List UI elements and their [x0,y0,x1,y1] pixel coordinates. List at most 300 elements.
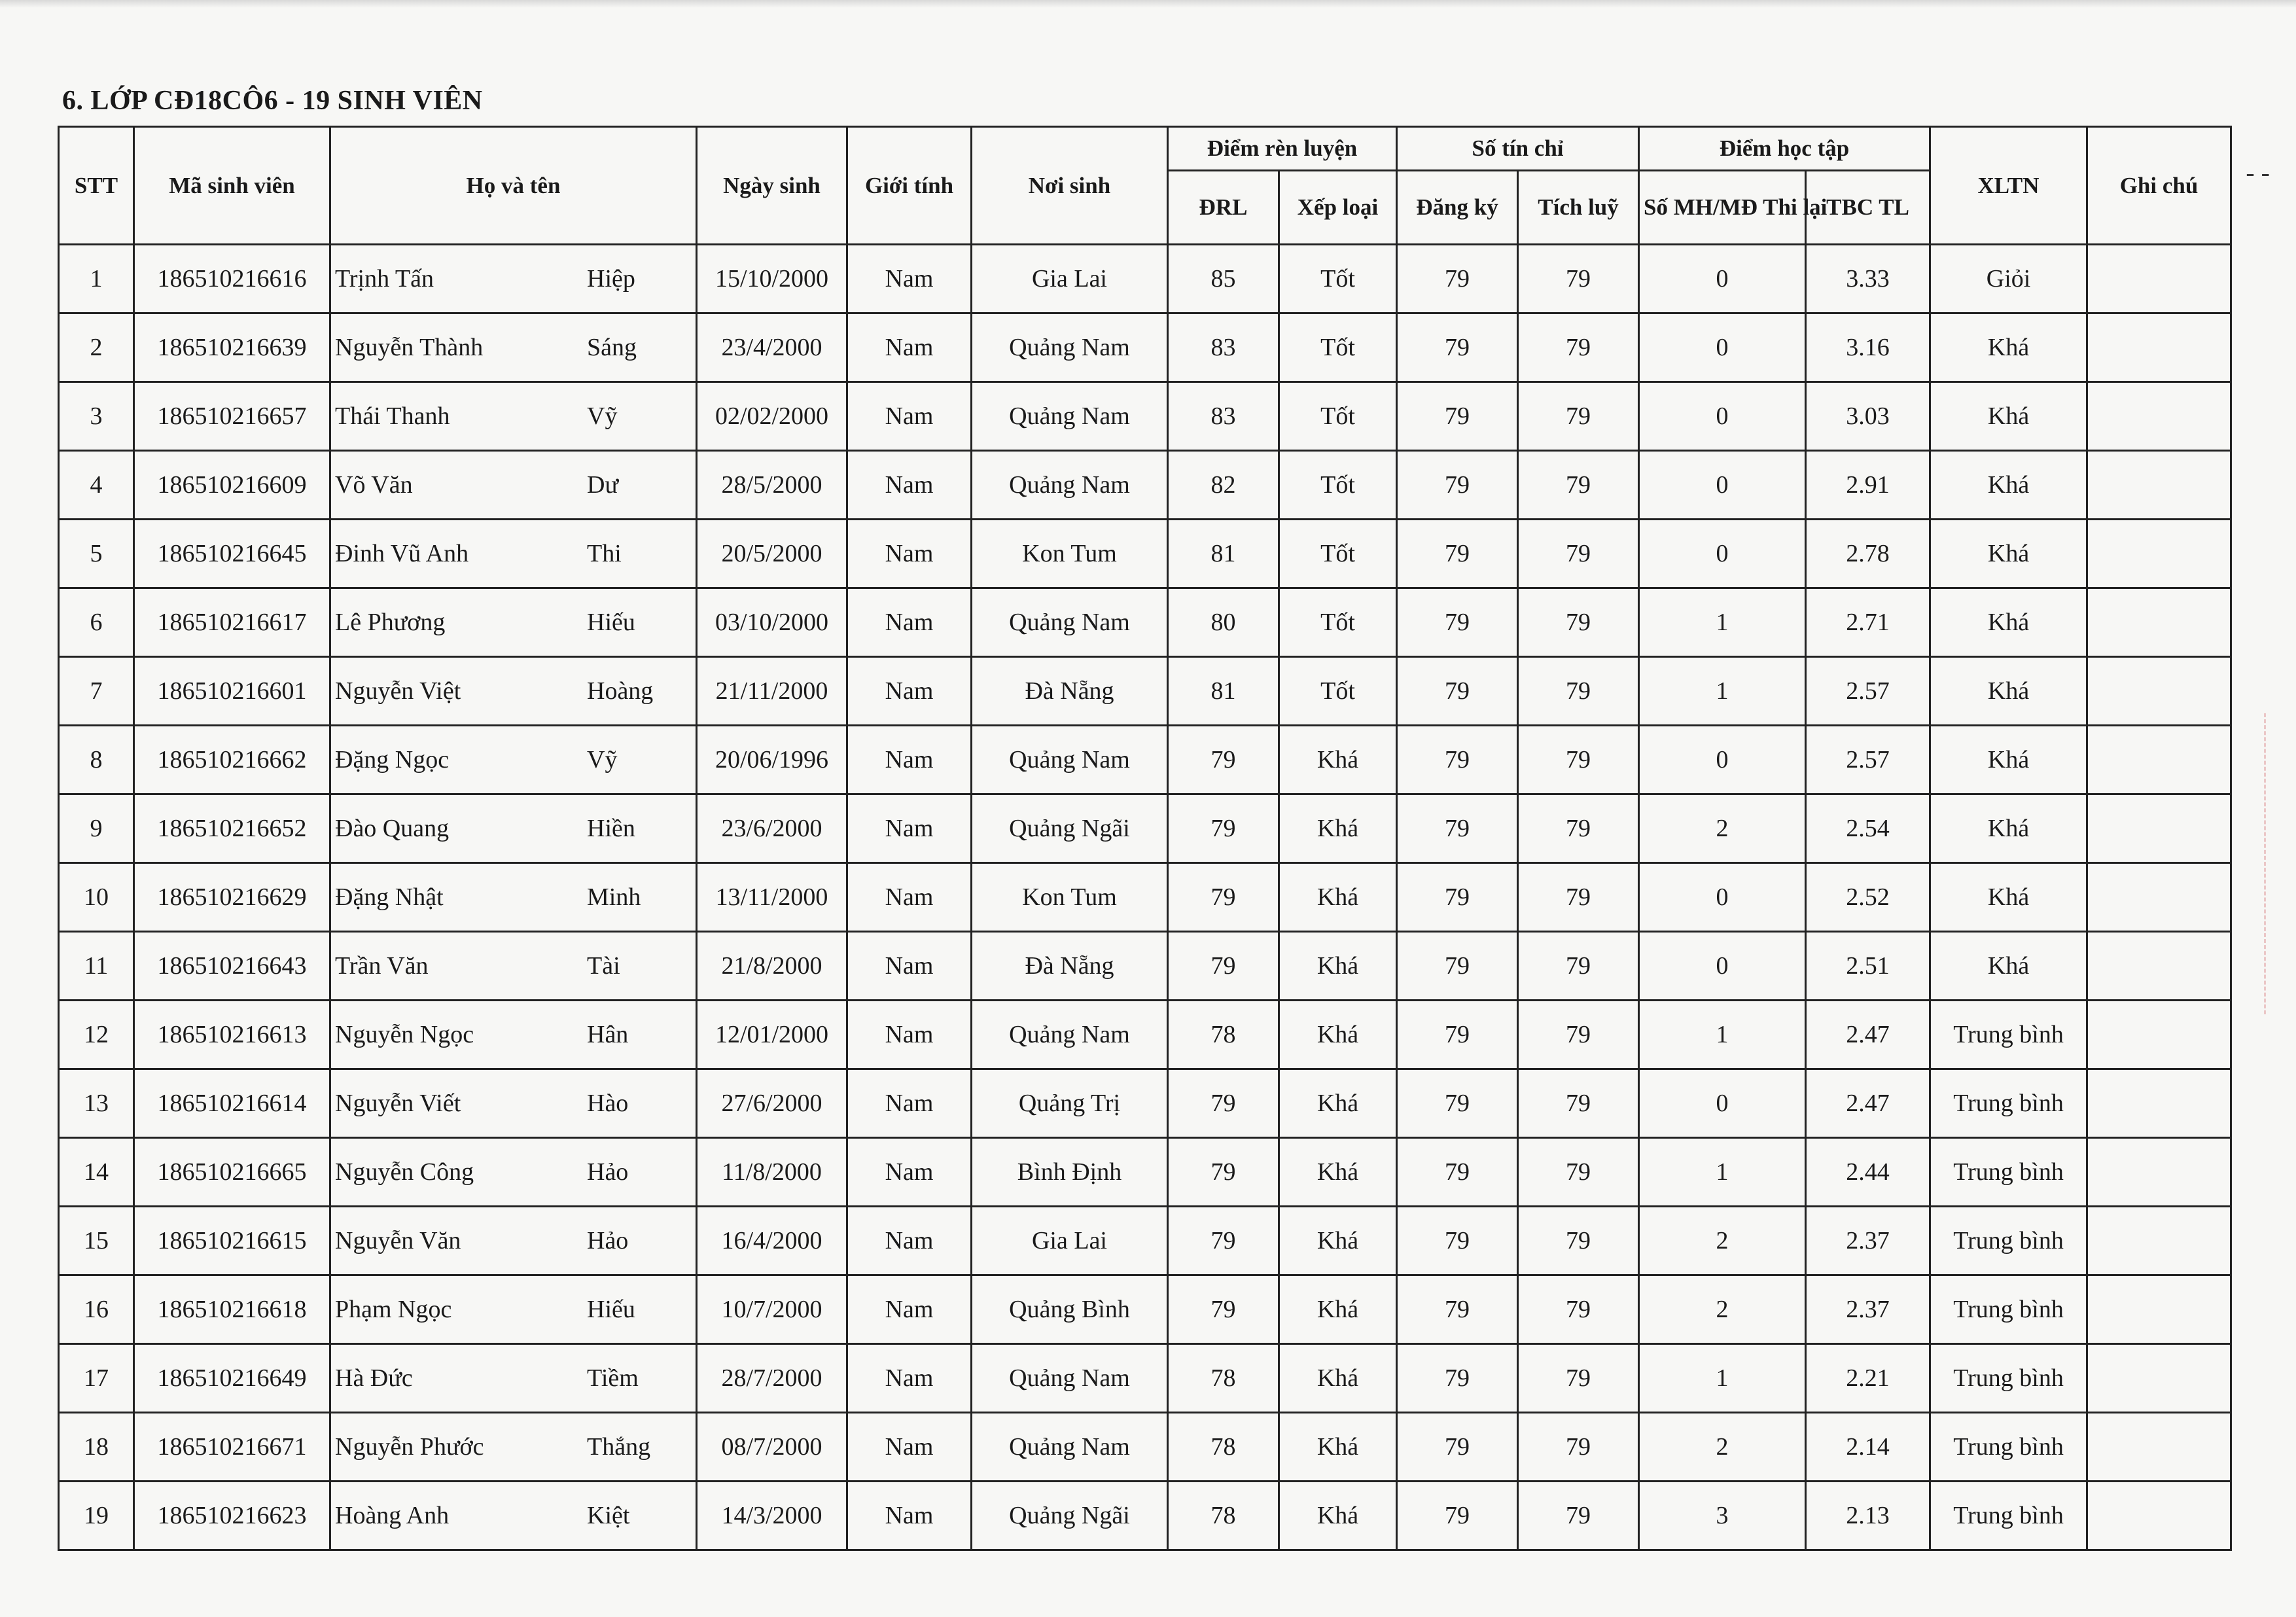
cell-id: 186510216601 [134,657,330,726]
cell-surname: Đặng Nhật [335,883,444,911]
cell-xltn: Khá [1930,726,2087,794]
cell-given-name: Thi [587,540,622,567]
cell-dob: 14/3/2000 [697,1482,847,1550]
cell-rank: Khá [1279,863,1397,932]
cell-id: 186510216617 [134,588,330,657]
cell-stt: 17 [59,1344,134,1413]
cell-gender: Nam [847,1413,972,1482]
cell-full-name [330,1275,697,1344]
cell-retake: 2 [1639,794,1806,863]
cell-acc: 79 [1518,382,1639,451]
cell-retake: 0 [1639,382,1806,451]
cell-id: 186510216615 [134,1207,330,1275]
cell-retake: 0 [1639,245,1806,313]
cell-place: Quảng Ngãi [972,1482,1168,1550]
cell-given-name: Hảo [587,1158,629,1186]
cell-stt: 18 [59,1413,134,1482]
cell-acc: 79 [1518,657,1639,726]
cell-rank: Tốt [1279,657,1397,726]
cell-stt: 5 [59,520,134,588]
cell-full-name [330,1069,697,1138]
cell-drl: 78 [1168,1413,1279,1482]
cell-given-name: Vỹ [587,402,618,430]
cell-acc: 79 [1518,245,1639,313]
cell-rank: Tốt [1279,313,1397,382]
cell-surname: Đào Quang [335,815,450,842]
cell-rank: Tốt [1279,245,1397,313]
cell-retake: 1 [1639,1001,1806,1069]
cell-surname: Đinh Vũ Anh [335,540,469,567]
cell-place: Quảng Nam [972,451,1168,520]
cell-id: 186510216665 [134,1138,330,1207]
cell-note [2087,1344,2231,1413]
cell-drl: 81 [1168,520,1279,588]
cell-full-name [330,1001,697,1069]
cell-note [2087,520,2231,588]
cell-note [2087,1138,2231,1207]
cell-reg: 79 [1397,1344,1518,1413]
table-row [59,1344,2231,1413]
cell-place: Gia Lai [972,245,1168,313]
cell-place: Kon Tum [972,520,1168,588]
cell-gpa: 2.57 [1806,657,1930,726]
header-dob: Ngày sinh [697,127,847,245]
cell-gpa: 2.54 [1806,794,1930,863]
cell-given-name: Hào [587,1090,629,1117]
cell-note [2087,932,2231,1001]
cell-xltn: Trung bình [1930,1344,2087,1413]
cell-xltn: Khá [1930,313,2087,382]
table-row [59,863,2231,932]
cell-surname: Nguyễn Phước [335,1433,484,1461]
cell-place: Quảng Nam [972,588,1168,657]
cell-stt: 13 [59,1069,134,1138]
cell-id: 186510216671 [134,1413,330,1482]
cell-reg: 79 [1397,588,1518,657]
cell-gpa: 2.44 [1806,1138,1930,1207]
cell-acc: 79 [1518,932,1639,1001]
cell-id: 186510216629 [134,863,330,932]
cell-gpa: 2.71 [1806,588,1930,657]
cell-drl: 78 [1168,1001,1279,1069]
cell-full-name [330,245,697,313]
cell-dob: 12/01/2000 [697,1001,847,1069]
cell-retake: 0 [1639,863,1806,932]
cell-reg: 79 [1397,1069,1518,1138]
cell-dob: 28/5/2000 [697,451,847,520]
cell-place: Quảng Bình [972,1275,1168,1344]
cell-reg: 79 [1397,520,1518,588]
cell-gpa: 2.37 [1806,1275,1930,1344]
cell-surname: Trần Văn [335,952,429,980]
cell-dob: 08/7/2000 [697,1413,847,1482]
cell-retake: 0 [1639,932,1806,1001]
cell-acc: 79 [1518,1207,1639,1275]
header-conduct-score: ĐRL [1168,171,1279,245]
cell-drl: 80 [1168,588,1279,657]
cell-surname: Hà Đức [335,1364,413,1392]
cell-rank: Tốt [1279,520,1397,588]
cell-xltn: Trung bình [1930,1413,2087,1482]
cell-gpa: 2.47 [1806,1001,1930,1069]
cell-acc: 79 [1518,1069,1639,1138]
cell-note [2087,451,2231,520]
cell-acc: 79 [1518,1138,1639,1207]
cell-surname: Thái Thanh [335,402,450,430]
cell-place: Đà Nẵng [972,932,1168,1001]
cell-xltn: Khá [1930,588,2087,657]
cell-reg: 79 [1397,794,1518,863]
header-credits-accumulated: Tích luỹ [1518,171,1639,245]
cell-gpa: 2.51 [1806,932,1930,1001]
table-row [59,1069,2231,1138]
cell-reg: 79 [1397,382,1518,451]
cell-rank: Tốt [1279,588,1397,657]
table-row [59,313,2231,382]
header-student-id: Mã sinh viên [134,127,330,245]
cell-gpa: 2.91 [1806,451,1930,520]
cell-xltn: Khá [1930,794,2087,863]
cell-acc: 79 [1518,588,1639,657]
header-credits-registered: Đăng ký [1397,171,1518,245]
cell-dob: 11/8/2000 [697,1138,847,1207]
cell-reg: 79 [1397,245,1518,313]
cell-dob: 03/10/2000 [697,588,847,657]
header-study-group: Điểm học tập [1639,127,1930,171]
cell-surname: Nguyễn Viết [335,1090,461,1117]
cell-surname: Nguyễn Ngọc [335,1021,474,1048]
cell-reg: 79 [1397,313,1518,382]
cell-reg: 79 [1397,451,1518,520]
cell-place: Gia Lai [972,1207,1168,1275]
cell-surname: Phạm Ngọc [335,1296,452,1323]
cell-note [2087,1413,2231,1482]
cell-xltn: Trung bình [1930,1482,2087,1550]
cell-drl: 79 [1168,726,1279,794]
cell-gender: Nam [847,1207,972,1275]
cell-stt: 6 [59,588,134,657]
cell-gender: Nam [847,1069,972,1138]
cell-gpa: 2.37 [1806,1207,1930,1275]
cell-retake: 0 [1639,726,1806,794]
cell-gender: Nam [847,863,972,932]
cell-retake: 2 [1639,1275,1806,1344]
cell-stt: 12 [59,1001,134,1069]
cell-given-name: Vỹ [587,746,618,773]
cell-dob: 23/4/2000 [697,313,847,382]
cell-place: Quảng Nam [972,726,1168,794]
cell-drl: 79 [1168,1275,1279,1344]
cell-reg: 79 [1397,1482,1518,1550]
cell-dob: 20/5/2000 [697,520,847,588]
cell-drl: 79 [1168,794,1279,863]
page-title: 6. LỚP CĐ18CÔ6 - 19 SINH VIÊN [62,86,483,116]
cell-note [2087,726,2231,794]
cell-acc: 79 [1518,1275,1639,1344]
cell-full-name [330,1413,697,1482]
cell-gpa: 2.57 [1806,726,1930,794]
cell-place: Đà Nẵng [972,657,1168,726]
cell-retake: 3 [1639,1482,1806,1550]
cell-dob: 21/11/2000 [697,657,847,726]
table-row [59,451,2231,520]
cell-drl: 83 [1168,382,1279,451]
cell-drl: 79 [1168,932,1279,1001]
cell-id: 186510216639 [134,313,330,382]
cell-retake: 1 [1639,1344,1806,1413]
cell-stt: 19 [59,1482,134,1550]
cell-gpa: 2.52 [1806,863,1930,932]
cell-retake: 2 [1639,1413,1806,1482]
cell-note [2087,794,2231,863]
cell-given-name: Hiếu [587,1296,635,1323]
cell-stt: 10 [59,863,134,932]
cell-given-name: Hân [587,1021,629,1048]
header-birthplace: Nơi sinh [972,127,1168,245]
cell-gender: Nam [847,657,972,726]
cell-place: Bình Định [972,1138,1168,1207]
cell-dob: 10/7/2000 [697,1275,847,1344]
cell-full-name [330,588,697,657]
cell-xltn: Khá [1930,657,2087,726]
header-stt: STT [59,127,134,245]
cell-dob: 20/06/1996 [697,726,847,794]
cell-full-name [330,863,697,932]
cell-acc: 79 [1518,1482,1639,1550]
cell-given-name: Tài [587,952,620,980]
cell-note [2087,382,2231,451]
cell-gender: Nam [847,588,972,657]
cell-surname: Nguyễn Công [335,1158,474,1186]
cell-dob: 02/02/2000 [697,382,847,451]
cell-place: Quảng Nam [972,313,1168,382]
cell-xltn: Khá [1930,863,2087,932]
cell-acc: 79 [1518,1001,1639,1069]
cell-full-name [330,932,697,1001]
cell-drl: 79 [1168,1138,1279,1207]
cell-surname: Lê Phương [335,609,446,636]
table-row [59,1275,2231,1344]
margin-dash: - - [2246,158,2270,187]
cell-retake: 0 [1639,520,1806,588]
header-conduct-group: Điểm rèn luyện [1168,127,1397,171]
cell-id: 186510216649 [134,1344,330,1413]
cell-xltn: Trung bình [1930,1069,2087,1138]
table-row [59,1001,2231,1069]
cell-id: 186510216662 [134,726,330,794]
cell-rank: Khá [1279,1207,1397,1275]
table-row [59,520,2231,588]
cell-gpa: 2.14 [1806,1413,1930,1482]
header-gpa: TBC TL [1806,171,1930,245]
cell-given-name: Kiệt [587,1502,630,1529]
cell-rank: Khá [1279,932,1397,1001]
cell-gender: Nam [847,245,972,313]
cell-given-name: Hảo [587,1227,629,1254]
cell-full-name [330,451,697,520]
cell-rank: Khá [1279,1138,1397,1207]
cell-stt: 8 [59,726,134,794]
table-row [59,1482,2231,1550]
cell-gender: Nam [847,1138,972,1207]
cell-id: 186510216623 [134,1482,330,1550]
cell-surname: Hoàng Anh [335,1502,450,1529]
cell-acc: 79 [1518,726,1639,794]
student-rows [59,245,2231,1550]
cell-surname: Trịnh Tấn [335,265,434,293]
cell-surname: Nguyễn Việt [335,677,461,705]
cell-dob: 23/6/2000 [697,794,847,863]
cell-full-name [330,1344,697,1413]
cell-rank: Tốt [1279,451,1397,520]
cell-id: 186510216613 [134,1001,330,1069]
cell-reg: 79 [1397,657,1518,726]
cell-retake: 0 [1639,451,1806,520]
cell-full-name [330,657,697,726]
table-row [59,245,2231,313]
cell-stt: 11 [59,932,134,1001]
cell-acc: 79 [1518,794,1639,863]
cell-rank: Khá [1279,1413,1397,1482]
cell-note [2087,657,2231,726]
cell-drl: 82 [1168,451,1279,520]
cell-gender: Nam [847,1275,972,1344]
cell-drl: 85 [1168,245,1279,313]
scan-edge [0,0,2296,8]
cell-reg: 79 [1397,932,1518,1001]
cell-rank: Khá [1279,726,1397,794]
cell-place: Quảng Nam [972,1001,1168,1069]
cell-gpa: 2.21 [1806,1344,1930,1413]
cell-full-name [330,520,697,588]
table-row [59,932,2231,1001]
table-row [59,588,2231,657]
cell-id: 186510216657 [134,382,330,451]
cell-retake: 1 [1639,657,1806,726]
cell-xltn: Trung bình [1930,1275,2087,1344]
cell-xltn: Giỏi [1930,245,2087,313]
cell-given-name: Hiếu [587,609,635,636]
cell-rank: Khá [1279,1482,1397,1550]
cell-reg: 79 [1397,726,1518,794]
cell-id: 186510216645 [134,520,330,588]
cell-reg: 79 [1397,1138,1518,1207]
cell-gender: Nam [847,726,972,794]
cell-given-name: Hoàng [587,677,654,705]
cell-id: 186510216618 [134,1275,330,1344]
cell-note [2087,313,2231,382]
cell-note [2087,588,2231,657]
cell-place: Quảng Nam [972,382,1168,451]
cell-surname: Nguyễn Văn [335,1227,461,1254]
cell-gender: Nam [847,1482,972,1550]
cell-gender: Nam [847,1001,972,1069]
cell-given-name: Hiệp [587,265,635,293]
cell-rank: Khá [1279,794,1397,863]
cell-note [2087,1275,2231,1344]
cell-acc: 79 [1518,451,1639,520]
cell-place: Quảng Trị [972,1069,1168,1138]
cell-drl: 78 [1168,1482,1279,1550]
header-graduation-rank: XLTN [1930,127,2087,245]
cell-given-name: Sáng [587,334,637,361]
cell-note [2087,245,2231,313]
cell-reg: 79 [1397,863,1518,932]
cell-gpa: 2.13 [1806,1482,1930,1550]
cell-rank: Tốt [1279,382,1397,451]
header-gender: Giới tính [847,127,972,245]
cell-rank: Khá [1279,1275,1397,1344]
cell-acc: 79 [1518,520,1639,588]
cell-xltn: Khá [1930,451,2087,520]
cell-id: 186510216616 [134,245,330,313]
table-row [59,1138,2231,1207]
cell-stt: 9 [59,794,134,863]
cell-full-name [330,794,697,863]
cell-note [2087,1482,2231,1550]
cell-xltn: Trung bình [1930,1207,2087,1275]
cell-stt: 16 [59,1275,134,1344]
cell-note [2087,863,2231,932]
cell-dob: 13/11/2000 [697,863,847,932]
cell-gender: Nam [847,520,972,588]
cell-id: 186510216652 [134,794,330,863]
cell-rank: Khá [1279,1001,1397,1069]
cell-drl: 79 [1168,1069,1279,1138]
cell-given-name: Dư [587,471,619,499]
cell-stt: 2 [59,313,134,382]
cell-given-name: Minh [587,883,641,911]
cell-dob: 27/6/2000 [697,1069,847,1138]
cell-reg: 79 [1397,1001,1518,1069]
cell-reg: 79 [1397,1207,1518,1275]
cell-acc: 79 [1518,313,1639,382]
cell-full-name [330,1207,697,1275]
cell-xltn: Khá [1930,932,2087,1001]
cell-retake: 0 [1639,1069,1806,1138]
cell-surname: Võ Văn [335,471,413,499]
cell-full-name [330,382,697,451]
cell-dob: 16/4/2000 [697,1207,847,1275]
cell-stt: 15 [59,1207,134,1275]
cell-gpa: 2.47 [1806,1069,1930,1138]
cell-xltn: Trung bình [1930,1138,2087,1207]
header-credits-group: Số tín chỉ [1397,127,1639,171]
cell-full-name [330,726,697,794]
cell-drl: 79 [1168,863,1279,932]
cell-gpa: 2.78 [1806,520,1930,588]
cell-acc: 79 [1518,863,1639,932]
cell-dob: 28/7/2000 [697,1344,847,1413]
cell-full-name [330,1138,697,1207]
cell-stt: 4 [59,451,134,520]
cell-xltn: Khá [1930,382,2087,451]
cell-note [2087,1207,2231,1275]
cell-stt: 3 [59,382,134,451]
cell-retake: 1 [1639,588,1806,657]
margin-stamp-trace [2264,713,2283,1014]
header-conduct-rank: Xếp loại [1279,171,1397,245]
cell-rank: Khá [1279,1069,1397,1138]
cell-drl: 83 [1168,313,1279,382]
header-note: Ghi chú [2087,127,2231,245]
cell-dob: 15/10/2000 [697,245,847,313]
cell-drl: 78 [1168,1344,1279,1413]
cell-gender: Nam [847,451,972,520]
cell-acc: 79 [1518,1413,1639,1482]
cell-surname: Đặng Ngọc [335,746,450,773]
cell-place: Quảng Ngãi [972,794,1168,863]
